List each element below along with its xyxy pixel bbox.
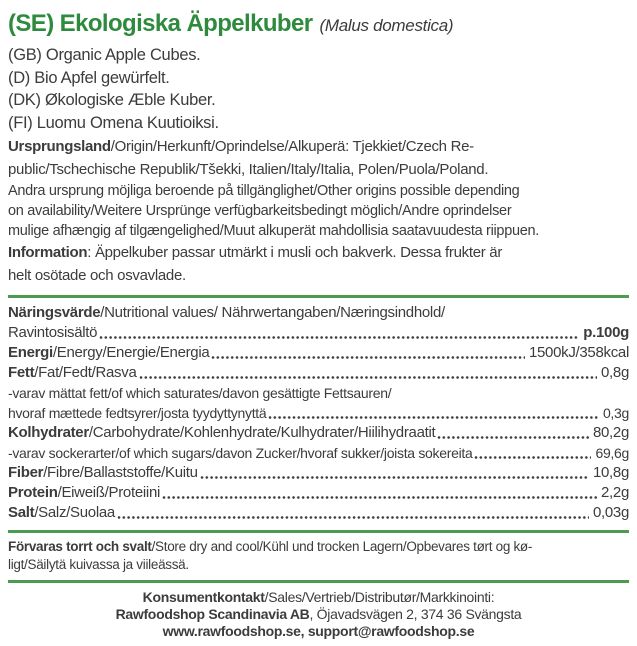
dot-leader (99, 335, 579, 340)
dot-leader (437, 435, 589, 440)
nutrition-table (8, 303, 629, 523)
contact-web-email: www.rawfoodshop.se, support@rawfoodshop.se (162, 623, 475, 639)
latin-name: (Malus domestica) (319, 16, 454, 35)
saturated-fat-value: 0,3g (602, 405, 629, 421)
contact-label: Konsumentkontakt (142, 589, 265, 605)
contact-block (8, 589, 629, 640)
page-title: (SE) Ekologiska Äppelkuber (8, 10, 313, 37)
section-divider-storage (8, 530, 629, 533)
nutrition-header-label: Näringsvärde (8, 304, 101, 321)
origin-line1: /Origin/Herkunft/Oprindelse/Alkuperä: Tjekkiet/Czech Re- (110, 138, 474, 155)
nutrition-row-protein (8, 483, 629, 503)
nutrition-row-carbohydrate-label-bold: Kolhydrater (8, 424, 89, 441)
nutrition-header-line2 (8, 323, 629, 343)
nutrition-row-fibre-label-rest: /Fibre/Ballaststoffe/Kuitu (43, 464, 198, 481)
nutrition-row-fat-label-bold: Fett (8, 364, 35, 381)
section-divider-contact (8, 580, 629, 583)
nutrition-row-saturated-fat-line1: -varav mättat fett/of which saturates/davon gesättigte Fettsauren/ (8, 385, 392, 401)
company-address: , Öjavadsvägen 2, 374 36 Svängsta (309, 606, 522, 622)
carbohydrate-value: 80,2g (592, 424, 629, 441)
company-name: Rawfoodshop Scandinavia AB (115, 606, 310, 622)
nutrition-row-protein-label (8, 483, 160, 503)
information-label: Information (8, 244, 88, 261)
contact-line1 (8, 589, 629, 606)
storage-label: Förvaras torrt och svalt (8, 539, 152, 554)
nutrition-row-saturated-fat-label: hvoraf mættede fedtsyrer/josta tyydyttynyttä (8, 405, 267, 421)
salt-value: 0,03g (592, 504, 629, 521)
nutrition-header-rest: /Nutritional values/ Nährwertangaben/Næringsindhold/ (100, 304, 445, 321)
dot-leader (268, 415, 599, 420)
dot-leader (474, 455, 591, 460)
nutrition-row-energy-label (8, 343, 209, 363)
nutrition-row-salt-label-rest: /Salz/Suolaa (34, 504, 115, 521)
nutrition-row-energy-label-bold: Energi (8, 344, 53, 361)
fibre-value: 10,8g (592, 464, 629, 481)
origin-note: Andra ursprung möjliga beroende på tillgänglighet/Other origins possible depending on availability/Weitere Ursprünge verfügbarkeitsbedingt möglich/Andre oprindelser mulige afhængig af tilgængelighed/Muut alkuperät mahdollisia saatavuudesta riippuen. (8, 183, 539, 239)
nutrition-row-fat-label (8, 363, 137, 383)
nutrition-row-carbohydrate-label-rest: /Carbohydrate/Kohlenhydrate/Kulhydrater/Hiilihydraatit (88, 424, 436, 441)
product-name-dk: (DK) Økologiske Æble Kuber. (8, 91, 216, 109)
nutrition-row-salt-label-bold: Salt (8, 504, 35, 521)
product-title-row (8, 9, 629, 41)
nutrition-row-sugars-label: -varav sockerarter/of which sugars/davon Zucker/hvoraf sukker/joista sokereita (8, 445, 473, 461)
origin-paragraph (8, 136, 629, 181)
energy-value: 1500kJ/358kcal (528, 344, 629, 361)
nutrition-row-fat (8, 363, 629, 383)
nutrition-row-sugars (8, 443, 629, 463)
information-paragraph (8, 242, 629, 287)
nutrition-row-energy-label-rest: /Energy/Energie/Energia (52, 344, 210, 361)
nutrition-row-carbohydrate-label (8, 423, 435, 443)
information-line1: : Äppelkuber passar utmärkt i musli och bakverk. Dessa frukter är (87, 244, 503, 261)
contact-line2 (8, 606, 629, 623)
per-100g-value: p.100g (583, 324, 629, 341)
section-divider-top (8, 295, 629, 298)
sugars-value: 69,6g (595, 445, 629, 461)
nutrition-row-fibre-label (8, 463, 198, 483)
nutrition-row-salt (8, 503, 629, 523)
dot-leader (200, 475, 589, 480)
dot-leader (139, 375, 597, 380)
protein-value: 2,2g (601, 484, 629, 501)
product-name-de: (D) Bio Apfel gewürfelt. (8, 68, 170, 87)
dot-leader (211, 355, 525, 360)
storage-line1: /Store dry and cool/Kühl und trocken Lagern/Opbevares tørt og kø- (151, 539, 533, 554)
fat-value: 0,8g (601, 364, 629, 381)
dot-leader (117, 515, 589, 520)
nutrition-row-saturated-fat (8, 403, 629, 423)
storage-paragraph (8, 538, 629, 573)
nutrition-row-protein-label-bold: Protein (8, 484, 58, 501)
nutrition-row-fibre (8, 463, 629, 483)
product-name-fi: (FI) Luomu Omena Kuutioiksi. (8, 113, 219, 132)
contact-line1-rest: /Sales/Vertrieb/Distributør/Markkinointi: (264, 589, 495, 605)
dot-leader (162, 495, 597, 500)
storage-line2: ligt/Säilytä kuivassa ja viileässä. (8, 556, 189, 572)
nutrition-row-protein-label-rest: /Eiweiß/Proteiini (57, 484, 161, 501)
nutrition-row-salt-label (8, 503, 115, 523)
information-line2: helt osötade och osvavlade. (8, 266, 186, 284)
origin-line2: public/Tschechische Republik/Tšekki, Italien/Italy/Italia, Polen/Puola/Poland. (8, 160, 489, 178)
nutrition-row-energy (8, 343, 629, 363)
nutrition-header-line2-label: Ravintosisältö (8, 324, 98, 341)
nutrition-row-fibre-label-bold: Fiber (8, 464, 44, 481)
origin-label: Ursprungsland (8, 138, 111, 155)
nutrition-header-line1 (8, 303, 629, 323)
nutrition-row-fat-label-rest: /Fat/Fedt/Rasva (34, 364, 137, 381)
nutrition-row-carbohydrate (8, 423, 629, 443)
product-name-gb: (GB) Organic Apple Cubes. (8, 46, 201, 64)
